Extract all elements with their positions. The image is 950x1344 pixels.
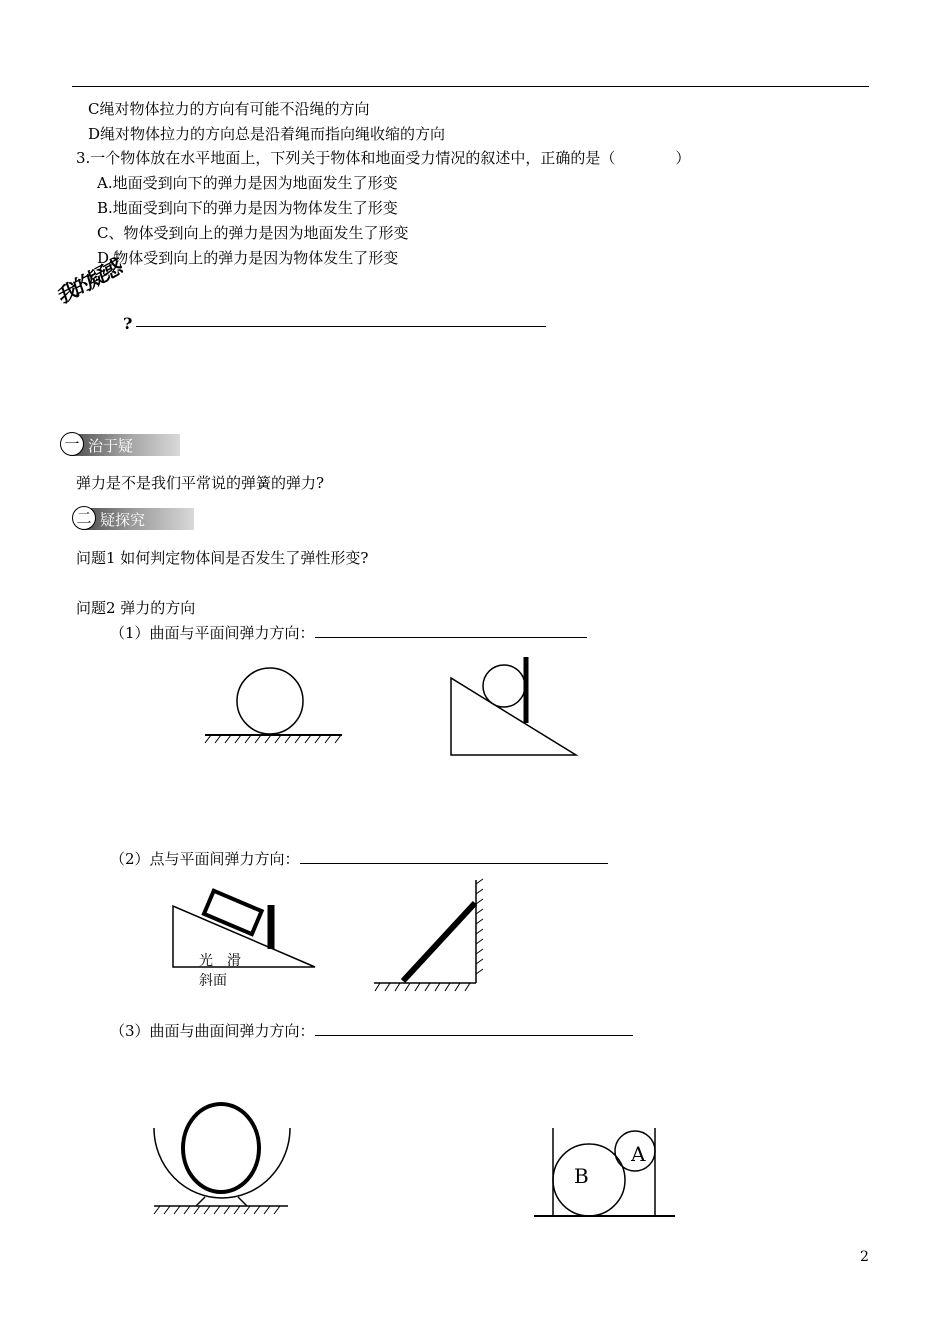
section-2-title: 疑探究 xyxy=(100,511,146,529)
incline-label-smooth: 光 滑 xyxy=(199,953,241,969)
figure-ring-in-bowl xyxy=(150,1100,295,1220)
prompt-1-label: （1）曲面与平面间弹力方向： xyxy=(110,624,315,642)
prompt-2-blank[interactable] xyxy=(300,849,608,864)
bowl-foot-left xyxy=(196,1197,205,1206)
ring xyxy=(183,1104,259,1192)
prompt-2 xyxy=(110,848,608,869)
header-rule xyxy=(72,86,869,87)
option-c-prev: C绳对物体拉力的方向有可能不沿绳的方向 xyxy=(88,100,370,118)
ball-b xyxy=(553,1144,625,1216)
figure-block-smooth-incline xyxy=(170,885,320,970)
doubt-question-mark: ? xyxy=(123,314,133,333)
page-number: 2 xyxy=(860,1249,869,1265)
problem-1: 问题1 如何判定物体间是否发生了弹性形变? xyxy=(76,549,369,567)
section-1-number: 一 xyxy=(60,432,84,456)
question-3-option-b: B.地面受到向下的弹力是因为物体发生了形变 xyxy=(97,199,398,217)
figure-ball-on-ground xyxy=(205,665,345,745)
section-1-text: 弹力是不是我们平常说的弹簧的弹力? xyxy=(76,474,325,492)
prompt-3 xyxy=(110,1020,633,1041)
option-d-prev: D绳对物体拉力的方向总是沿着绳而指向绳收缩的方向 xyxy=(88,125,446,143)
ground-hatching xyxy=(205,735,341,743)
question-3-option-c: C、物体受到向上的弹力是因为地面发生了形变 xyxy=(97,224,409,242)
leaning-rod xyxy=(403,903,475,981)
doubt-answer-line xyxy=(136,326,546,327)
ball-circle xyxy=(483,665,525,707)
question-3-option-d: D.物体受到向上的弹力是因为物体发生了形变 xyxy=(97,249,399,267)
bowl-foot-right xyxy=(238,1197,247,1206)
ball-b-label: B xyxy=(574,1164,589,1188)
incline-triangle xyxy=(451,678,576,755)
section-1-title: 治于疑 xyxy=(88,437,134,455)
figure-rod-against-wall xyxy=(372,878,487,996)
problem-2: 问题2 弹力的方向 xyxy=(76,599,196,617)
question-3-stem: 3.一个物体放在水平地面上，下列关于物体和地面受力情况的叙述中，正确的是（ ） xyxy=(76,149,691,167)
prompt-2-label: （2）点与平面间弹力方向： xyxy=(110,850,300,868)
incline-label-surface: 斜面 xyxy=(199,973,227,989)
section-1-tag xyxy=(60,432,180,456)
prompt-3-blank[interactable] xyxy=(315,1021,633,1036)
figure-two-balls-in-box xyxy=(530,1122,680,1222)
ball-a-label: A xyxy=(631,1142,646,1166)
ground-hatching xyxy=(154,1206,280,1214)
question-3-option-a: A.地面受到向下的弹力是因为地面发生了形变 xyxy=(97,174,398,192)
prompt-1 xyxy=(110,622,587,643)
ball-circle xyxy=(237,668,303,734)
rectangular-block xyxy=(204,891,262,934)
ground-hatching xyxy=(375,983,470,991)
section-2-tag xyxy=(72,506,194,530)
prompt-1-blank[interactable] xyxy=(315,623,587,638)
prompt-3-label: （3）曲面与曲面间弹力方向： xyxy=(110,1022,315,1040)
wall-hatching xyxy=(476,879,483,974)
figure-ball-incline-wall xyxy=(448,655,583,760)
doubt-wordart: 我的疑惑 xyxy=(55,253,123,310)
section-2-number: 二 xyxy=(72,506,96,530)
